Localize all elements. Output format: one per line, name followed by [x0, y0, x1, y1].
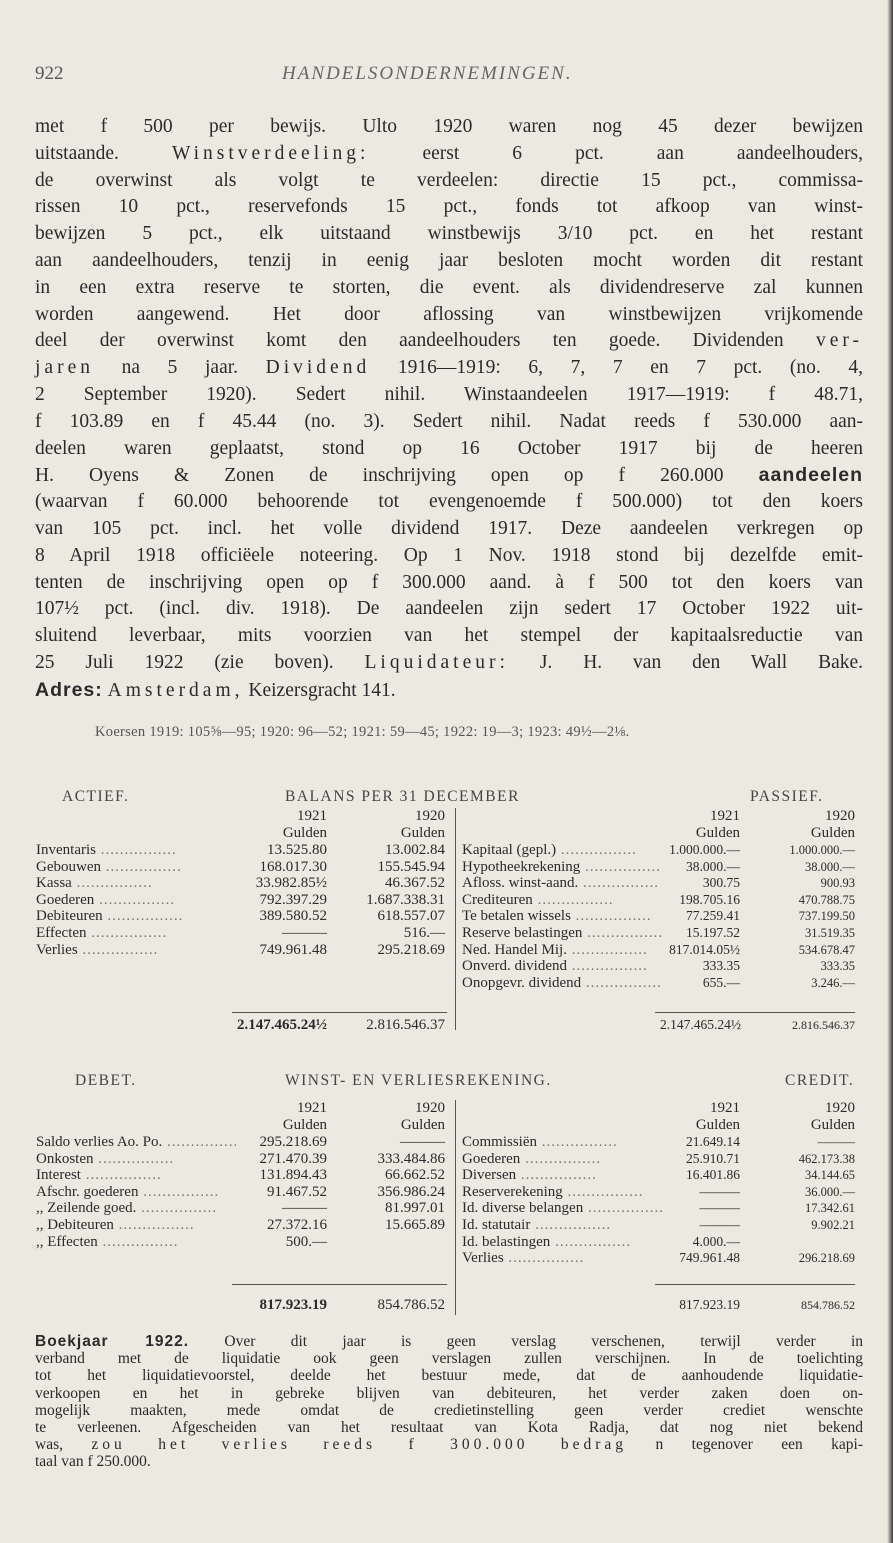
passief-value-1920: 333.35	[820, 959, 855, 974]
passief-value-1921: 1.000.000.—	[669, 842, 740, 857]
passief-label: Reserve belastingen .....	[462, 925, 667, 942]
total-rule	[655, 1284, 855, 1285]
actief-value-1920: 618.557.07	[377, 908, 445, 925]
section-heading: Liquidateur:	[364, 651, 509, 673]
text-line: Boekjaar 1922. Over dit jaar is geen verslag verschenen, terwijl verder in	[35, 1333, 864, 1350]
passief-label: Crediteuren .....	[462, 892, 667, 909]
text-line: deel der overwinst komt den aandeelhouders ten goede. Dividenden ver-	[35, 330, 863, 352]
year-header: 1921 Gulden	[282, 1100, 327, 1133]
text-line: H. Oyens & Zonen de inschrijving open op f 260.000 aandeelen	[35, 464, 864, 487]
credit-value-1920: 462.173.38	[798, 1151, 855, 1166]
passief-value-1920: 1.000.000.—	[789, 843, 855, 857]
credit-title: CREDIT.	[785, 1072, 855, 1089]
debet-value-1920: 66.662.52	[385, 1167, 445, 1184]
actief-1921	[232, 842, 327, 958]
debet-1921	[232, 1134, 327, 1250]
total-debet-1921: 817.923.19	[259, 1297, 327, 1313]
credit-value-1920: 296.218.69	[798, 1251, 855, 1266]
actief-label: Inventaris .....	[36, 842, 236, 859]
passief-labels	[462, 842, 667, 991]
actief-value-1921: 749.961.48	[259, 941, 327, 958]
section-heading: Dividend	[265, 357, 371, 379]
credit-value-1921: ———	[699, 1216, 740, 1232]
text-line: was, zou het verlies reeds f 300.000 bedrag n tegenover een kapi-	[35, 1436, 864, 1454]
total-actief-1921: 2.147.465.24½	[237, 1017, 327, 1033]
text-line: tenten de inschrijving open op f 300.000 aand. à f 500 tot den koers van	[35, 571, 863, 593]
year-header: 1920 Gulden	[400, 808, 445, 841]
passief-value-1921: 655.—	[702, 974, 740, 990]
passief-label: Afloss. winst-aand. .....	[462, 875, 667, 892]
debet-title: DEBET.	[75, 1072, 137, 1089]
actief-1920	[350, 842, 445, 958]
debet-label: ,, Debiteuren .....	[36, 1217, 236, 1234]
credit-labels	[462, 1134, 667, 1267]
running-title: HANDELSONDERNEMINGEN.	[282, 63, 573, 84]
passief-value-1920: 38.000.—	[805, 859, 855, 874]
year-header: 1920 Gulden	[810, 808, 855, 841]
passief-title: PASSIEF.	[750, 788, 824, 805]
debet-1920	[350, 1134, 445, 1250]
credit-value-1920: 17.342.61	[805, 1201, 855, 1216]
passief-value-1921: 300.75	[702, 875, 740, 891]
text-line: tot het liquidatievoorstel, deelde het bestuur mede, dat de aanhoudende liquidatie-	[35, 1367, 863, 1385]
passief-value-1921: 15.197.52	[686, 924, 740, 940]
actief-value-1921: ———	[282, 924, 327, 941]
total-rule	[232, 1012, 447, 1013]
debet-value-1921: 91.467.52	[267, 1183, 327, 1200]
debet-value-1921: 131.894.43	[259, 1167, 327, 1184]
debet-value-1920: 356.986.24	[377, 1183, 445, 1200]
credit-label: Id. statutair .....	[462, 1217, 667, 1234]
actief-value-1920: 295.218.69	[377, 941, 445, 958]
boekjaar-paragraph	[35, 1333, 863, 1471]
passief-value-1921: 77.259.41	[686, 908, 740, 924]
text-line: Adres: Amsterdam, Keizersgracht 141.	[35, 678, 396, 701]
debet-value-1921: 295.218.69	[259, 1134, 327, 1150]
debet-label: ,, Effecten .....	[36, 1234, 236, 1251]
credit-value-1921: 25.910.71	[686, 1150, 740, 1166]
debet-value-1921: 27.372.16	[267, 1216, 327, 1233]
passief-value-1921: 198.705.16	[679, 891, 740, 907]
actief-value-1920: 516.—	[403, 924, 445, 941]
text-line: uitstaande. Winstverdeeling: eerst 6 pct. aan aandeelhouders,	[35, 142, 864, 164]
debet-value-1920: 333.484.86	[377, 1150, 445, 1167]
total-credit-1920: 854.786.52	[801, 1298, 855, 1312]
text-line: jaren na 5 jaar. Dividend 1916—1919: 6, 7, 7 en 7 pct. (no. 4,	[35, 357, 864, 379]
credit-value-1921: 21.649.14	[686, 1134, 740, 1149]
text-line: de overwinst als volgt te verdeelen: directie 15 pct., commissa-	[35, 169, 863, 191]
actief-value-1920: 13.002.84	[385, 842, 445, 858]
actief-label: Goederen .....	[36, 892, 236, 909]
passief-value-1920: 470.788.75	[798, 892, 855, 907]
debet-value-1920: 81.997.01	[385, 1200, 445, 1217]
passief-1921	[660, 842, 740, 991]
balans-title: BALANS PER 31 DECEMBER	[285, 788, 520, 805]
text-line: in een extra reserve te storten, die event. als dividendreserve zal kunnen	[35, 276, 863, 298]
passief-value-1920: 534.678.47	[798, 942, 855, 957]
total-passief-1921: 2.147.465.24½	[660, 1017, 741, 1032]
credit-label: Commissiën .....	[462, 1134, 667, 1151]
credit-value-1920: 34.144.65	[805, 1168, 855, 1183]
credit-value-1921: 749.961.48	[679, 1250, 740, 1266]
passief-value-1920: 900.93	[820, 876, 855, 891]
text-line: bewijzen 5 pct., elk uitstaand winstbewijs 3/10 pct. en het restant	[35, 223, 863, 245]
text-line: rissen 10 pct., reservefonds 15 pct., fonds tot afkoop van winst-	[35, 196, 863, 218]
debet-value-1920: ———	[400, 1134, 445, 1150]
credit-label: Id. belastingen .....	[462, 1234, 667, 1251]
actief-value-1920: 46.367.52	[385, 875, 445, 892]
debet-label: Interest .....	[36, 1167, 236, 1184]
text-line: f 103.89 en f 45.44 (no. 3). Sedert nihil. Nadat reeds f 530.000 aan-	[35, 410, 863, 432]
credit-value-1920: ———	[817, 1135, 855, 1149]
text-line: deelen waren geplaatst, stond op 16 October 1917 bij de heeren	[35, 437, 863, 459]
debet-value-1920	[350, 1234, 445, 1251]
text-line: 8 April 1918 officiëele noteering. Op 1 Nov. 1918 stond bij dezelfde emit-	[35, 544, 863, 566]
credit-label: Id. diverse belangen .....	[462, 1200, 667, 1217]
passief-label: Onopgevr. dividend .....	[462, 975, 667, 992]
passief-value-1920: 31.519.35	[805, 925, 855, 940]
actief-label: Gebouwen .....	[36, 859, 236, 876]
actief-label: Effecten .....	[36, 925, 236, 942]
passief-value-1921: 333.35	[702, 958, 740, 974]
debet-value-1921: 500.—	[285, 1233, 327, 1250]
page-number: 922	[35, 63, 64, 84]
total-debet-1920: 854.786.52	[377, 1297, 445, 1313]
actief-value-1921: 33.982.85½	[255, 875, 327, 892]
total-rule	[232, 1284, 447, 1285]
text-line: 2 September 1920). Sedert nihil. Winstaandeelen 1917—1919: f 48.71,	[35, 383, 863, 405]
section-heading: aandeelen	[758, 464, 864, 487]
credit-label: Diversen .....	[462, 1167, 667, 1184]
text-line: verkoopen en het in gebreke blijven van debiteuren, het verder zaken doen on-	[35, 1384, 863, 1402]
credit-1921	[660, 1134, 740, 1267]
actief-value-1921: 13.525.80	[267, 842, 327, 858]
total-credit-1921: 817.923.19	[679, 1297, 740, 1312]
column-divider	[455, 1100, 456, 1315]
debet-value-1920: 15.665.89	[385, 1216, 445, 1233]
credit-label: Verlies .....	[462, 1250, 667, 1267]
credit-value-1920	[770, 1234, 855, 1251]
credit-value-1921: 16.401.86	[686, 1167, 740, 1183]
debet-value-1921: ———	[282, 1200, 327, 1217]
koersen-line: Koersen 1919: 105⅝—95; 1920: 96—52; 1921: 59—45; 1922: 19—3; 1923: 49½—2⅛.	[95, 724, 630, 740]
text-line: worden aangewend. Het door aflossing van winstbewijzen vrijkomende	[35, 303, 863, 325]
passief-label: Kapitaal (gepl.) .....	[462, 842, 667, 859]
passief-label: Ned. Handel Mij. .....	[462, 942, 667, 959]
year-header: 1920 Gulden	[400, 1100, 445, 1133]
debet-labels	[36, 1134, 236, 1250]
year-header: 1920 Gulden	[810, 1100, 855, 1133]
debet-value-1921: 271.470.39	[259, 1150, 327, 1167]
passief-1920	[770, 842, 855, 991]
passief-value-1920: 737.199.50	[798, 909, 855, 924]
text-line: aan aandeelhouders, tenzij in eenig jaar besloten mocht worden dit restant	[35, 249, 863, 271]
company-description	[35, 114, 863, 704]
text-line: met f 500 per bewijs. Ulto 1920 waren nog 45 dezer bewijzen	[35, 116, 863, 137]
text-line: 107½ pct. (incl. div. 1918). De aandeelen zijn sedert 17 October 1922 uit-	[35, 598, 863, 620]
year-header: 1921 Gulden	[695, 1100, 740, 1133]
passief-value-1921: 38.000.—	[686, 858, 740, 874]
actief-value-1920: 155.545.94	[377, 858, 445, 875]
actief-label: Debiteuren .....	[36, 908, 236, 925]
passief-label: Hypotheekrekening .....	[462, 859, 667, 876]
credit-value-1920: 9.902.21	[811, 1217, 855, 1232]
passief-value-1921: 817.014.05½	[669, 941, 740, 957]
total-rule	[655, 1012, 855, 1013]
passief-label: Te betalen wissels .....	[462, 908, 667, 925]
credit-value-1921: ———	[699, 1200, 740, 1216]
actief-value-1921: 389.580.52	[259, 908, 327, 925]
text-line: te verleenen. Afgescheiden van het resultaat van Kota Radja, dat nog niet bekend	[35, 1419, 863, 1437]
text-line: (waarvan f 60.000 behoorende tot evengenoemde f 500.000) tot den koers	[35, 491, 863, 513]
total-actief-1920: 2.816.546.37	[366, 1017, 445, 1033]
credit-label: Goederen .....	[462, 1151, 667, 1168]
total-passief-1920: 2.816.546.37	[792, 1018, 855, 1032]
debet-label: Onkosten .....	[36, 1151, 236, 1168]
actief-value-1921: 168.017.30	[259, 858, 327, 875]
credit-value-1921: ———	[699, 1183, 740, 1199]
actief-value-1920: 1.687.338.31	[366, 891, 445, 908]
winst-title: WINST- EN VERLIESREKENING.	[285, 1072, 552, 1089]
year-header: 1921 Gulden	[695, 808, 740, 841]
actief-label: Verlies .....	[36, 942, 236, 959]
text-line: 25 Juli 1922 (zie boven). Liquidateur: J. H. van den Wall Bake.	[35, 651, 864, 673]
passief-label: Onverd. dividend .....	[462, 958, 667, 975]
debet-label: Saldo verlies Ao. Po. .....	[36, 1134, 236, 1151]
text-line: verband met de liquidatie ook geen verslagen zullen verschijnen. In de toelichting	[35, 1350, 863, 1368]
text-line: sluitend leverbaar, mits voorzien van het stempel der kapitaalsreductie van	[35, 625, 863, 647]
text-line: mogelijk maakten, mede omdat de credietinstelling geen verder crediet wenschte	[35, 1401, 863, 1419]
text-line: van 105 pct. incl. het volle dividend 1917. Deze aandeelen verkregen op	[35, 517, 863, 539]
credit-value-1921: 4.000.—	[692, 1233, 740, 1249]
credit-value-1920: 36.000.—	[805, 1184, 855, 1199]
section-heading: Boekjaar 1922.	[35, 1333, 190, 1350]
text-line: taal van f 250.000.	[35, 1453, 151, 1471]
column-divider	[455, 808, 456, 1030]
actief-labels	[36, 842, 236, 958]
year-header: 1921 Gulden	[282, 808, 327, 841]
actief-title: ACTIEF.	[62, 788, 130, 805]
section-heading: Adres:	[35, 678, 103, 701]
debet-label: Afschr. goederen .....	[36, 1184, 236, 1201]
passief-value-1920: 3.246.—	[811, 975, 855, 990]
section-heading: Winstverdeeling:	[171, 142, 370, 164]
credit-label: Reserverekening .....	[462, 1184, 667, 1201]
credit-1920	[770, 1134, 855, 1267]
page-edge-shadow	[887, 0, 893, 1543]
actief-value-1921: 792.397.29	[259, 891, 327, 908]
debet-label: ,, Zeilende goed. .....	[36, 1200, 236, 1217]
actief-label: Kassa .....	[36, 875, 236, 892]
